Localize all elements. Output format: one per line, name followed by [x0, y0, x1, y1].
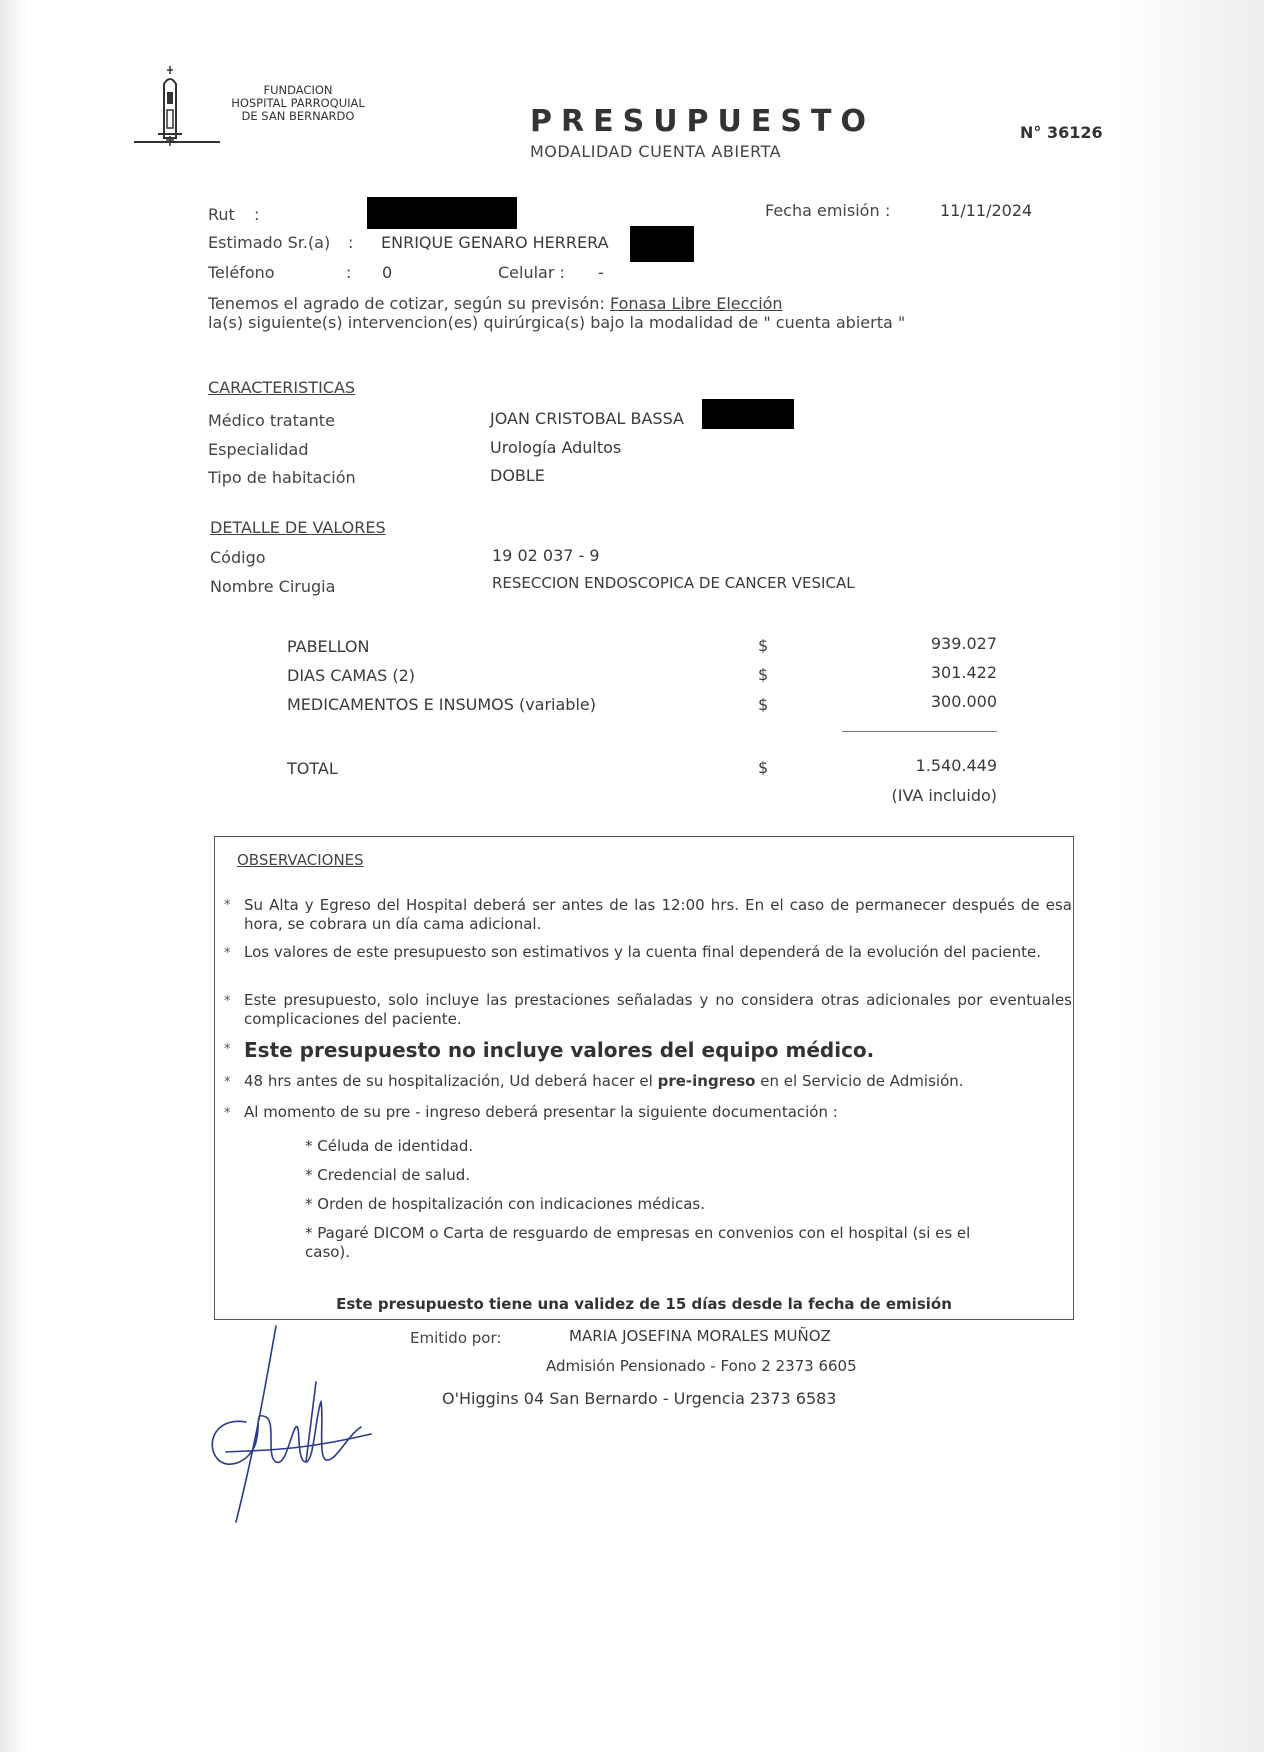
celular-label: Celular :	[498, 263, 565, 282]
total-rule	[842, 731, 997, 732]
especialidad-value: Urología Adultos	[490, 438, 622, 457]
item-pabellon-currency: $	[758, 636, 769, 655]
habitacion-value: DOBLE	[490, 466, 545, 485]
obs-bullet-6: *	[224, 1106, 231, 1121]
detalle-heading: DETALLE DE VALORES	[210, 518, 386, 537]
obs-bullet-3: *	[224, 994, 231, 1009]
address-line: O'Higgins 04 San Bernardo - Urgencia 2373 6583	[442, 1389, 837, 1408]
preingreso-suffix: en el Servicio de Admisión.	[760, 1072, 964, 1090]
doc-item-2: * Credencial de salud.	[305, 1166, 471, 1184]
obs-bullet-1: *	[224, 898, 231, 913]
obs-item-preingreso	[244, 1072, 1072, 1091]
patient-name: ENRIQUE GENARO HERRERA	[381, 233, 609, 252]
item-pabellon-label: PABELLON	[287, 637, 370, 656]
preingreso-bold: pre-ingreso	[657, 1072, 756, 1090]
fecha-value: 11/11/2024	[940, 201, 1033, 220]
estimado-label: Estimado Sr.(a)	[208, 233, 331, 252]
telefono-value: 0	[382, 263, 393, 282]
fecha-label: Fecha emisión	[765, 201, 880, 220]
item-dias-label: DIAS CAMAS (2)	[287, 666, 415, 685]
fecha-sep: :	[885, 201, 891, 220]
org-name-line-1: FUNDACION	[263, 83, 333, 97]
org-name	[218, 84, 378, 123]
intro-line-2: la(s) siguiente(s) intervencion(es) quirúrgica(s) bajo la modalidad de " cuenta abierta "	[208, 313, 906, 332]
name-redaction	[630, 226, 694, 262]
medico-label: Médico tratante	[208, 411, 335, 430]
item-medicamentos-currency: $	[758, 695, 769, 714]
obs-docs-intro: Al momento de su pre - ingreso deberá presentar la siguiente documentación :	[244, 1103, 838, 1121]
celular-value: -	[598, 263, 604, 282]
intro-prefix: Tenemos el agrado de cotizar, según su previsón:	[208, 294, 605, 313]
cirugia-value: RESECCION ENDOSCOPICA DE CANCER VESICAL	[492, 574, 855, 592]
rut-sep: :	[254, 205, 260, 224]
item-dias-currency: $	[758, 665, 769, 684]
obs-bullet-4: *	[224, 1042, 231, 1057]
obs-item-1: Su Alta y Egreso del Hospital deberá ser antes de las 12:00 hrs. En el caso de permanecer después de esa hora, se cobrara un día cama adicional.	[244, 896, 1072, 933]
caracteristicas-heading: CARACTERISTICAS	[208, 378, 356, 397]
item-pabellon-amount: 939.027	[930, 634, 997, 653]
codigo-value: 19 02 037 - 9	[492, 546, 600, 565]
hospital-logo-icon	[130, 66, 230, 146]
item-dias-amount: 301.422	[930, 663, 997, 682]
document-subtitle: MODALIDAD CUENTA ABIERTA	[530, 142, 782, 161]
habitacion-label: Tipo de habitación	[208, 468, 356, 487]
estimado-sep: :	[348, 233, 354, 252]
cirugia-label: Nombre Cirugia	[210, 577, 336, 596]
obs-bullet-5: *	[224, 1075, 231, 1090]
org-name-line-2: HOSPITAL PARROQUIAL	[231, 96, 365, 110]
doc-item-1: * Céluda de identidad.	[305, 1137, 474, 1155]
intro-line-1	[208, 294, 783, 313]
doc-item-4: * Pagaré DICOM o Carta de resguardo de empresas en convenios con el hospital (si es el caso).	[305, 1224, 971, 1261]
admision-line: Admisión Pensionado - Fono 2 2373 6605	[546, 1357, 857, 1375]
obs-item-2: Los valores de este presupuesto son estimativos y la cuenta final dependerá de la evolución del paciente.	[244, 943, 1041, 961]
preingreso-prefix: 48 hrs antes de su hospitalización, Ud deberá hacer el	[244, 1072, 653, 1090]
item-medicamentos-amount: 300.000	[930, 692, 997, 711]
document-title: PRESUPUESTO	[530, 104, 875, 139]
total-amount: 1.540.449	[915, 756, 997, 775]
item-medicamentos-label: MEDICAMENTOS E INSUMOS (variable)	[287, 695, 596, 714]
obs-item-3: Este presupuesto, solo incluye las prestaciones señaladas y no considera otras adicionales por eventuales complicaciones del paciente.	[244, 991, 1072, 1028]
codigo-label: Código	[210, 548, 266, 567]
obs-highlight: Este presupuesto no incluye valores del equipo médico.	[244, 1038, 875, 1062]
total-label: TOTAL	[287, 759, 338, 778]
observaciones-heading: OBSERVACIONES	[237, 851, 364, 869]
medico-redaction	[702, 399, 794, 429]
rut-redaction	[367, 197, 517, 229]
telefono-sep: :	[346, 263, 352, 282]
document-number: N° 36126	[1020, 123, 1103, 142]
medico-value: JOAN CRISTOBAL BASSA	[490, 409, 684, 428]
validity-note: Este presupuesto tiene una validez de 15 días desde la fecha de emisión	[336, 1295, 952, 1313]
emitido-label: Emitido por:	[410, 1329, 502, 1347]
signature-image	[196, 1322, 396, 1542]
scan-edge-right	[1114, 0, 1264, 1752]
rut-label: Rut	[208, 205, 235, 224]
obs-bullet-2: *	[224, 946, 231, 961]
especialidad-label: Especialidad	[208, 440, 309, 459]
emitido-value: MARIA JOSEFINA MORALES MUÑOZ	[569, 1327, 831, 1345]
telefono-label: Teléfono	[208, 263, 275, 282]
total-currency: $	[758, 758, 769, 777]
org-name-line-3: DE SAN BERNARDO	[241, 109, 355, 123]
iva-note: (IVA incluido)	[891, 786, 997, 805]
scan-edge-left	[0, 0, 28, 1752]
doc-item-3: * Orden de hospitalización con indicaciones médicas.	[305, 1195, 706, 1213]
prevision-link[interactable]: Fonasa Libre Elección	[609, 294, 783, 313]
